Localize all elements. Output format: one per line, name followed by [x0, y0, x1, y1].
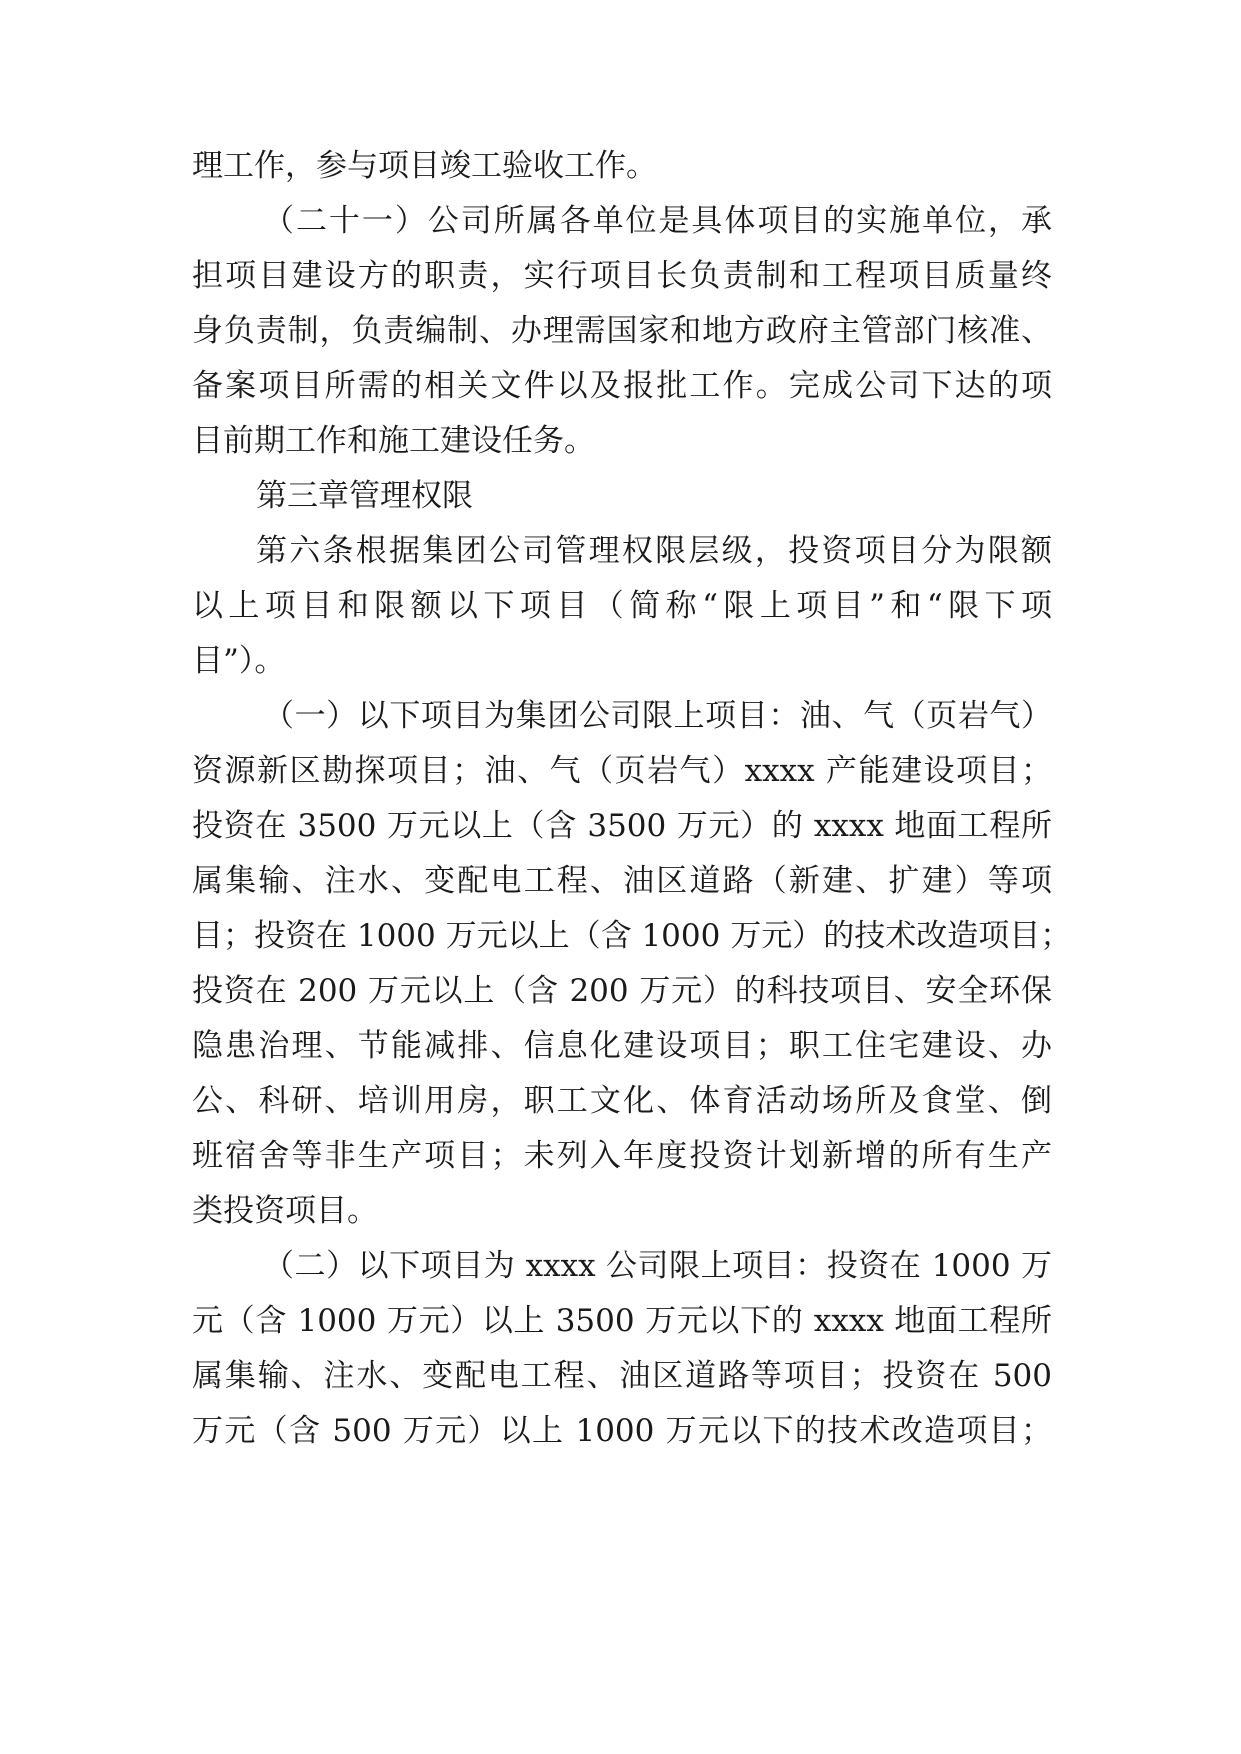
text-line: 元（含 1000 万元）以上 3500 万元以下的 xxxx 地面工程所	[192, 1303, 1052, 1339]
section-heading: 第三章管理权限	[256, 478, 473, 514]
text-line: 投资在 3500 万元以上（含 3500 万元）的 xxxx 地面工程所	[192, 808, 1052, 844]
text-line: 身负责制，负责编制、办理需国家和地方政府主管部门核准、	[192, 313, 1052, 349]
text-line: 班宿舍等非生产项目；未列入年度投资计划新增的所有生产	[192, 1138, 1052, 1174]
text-line: 属集输、注水、变配电工程、油区道路（新建、扩建）等项	[192, 863, 1052, 899]
text-line: 类投资项目。	[192, 1193, 378, 1229]
text-line: 目”）。	[192, 643, 286, 679]
text-line: 担项目建设方的职责，实行项目长负责制和工程项目质量终	[192, 258, 1052, 294]
text-line: 以上项目和限额以下项目（简称“限上项目”和“限下项	[192, 588, 1052, 624]
text-line: 投资在 200 万元以上（含 200 万元）的科技项目、安全环保	[192, 973, 1052, 1009]
text-line: 目；投资在 1000 万元以上（含 1000 万元）的技术改造项目；	[192, 918, 1072, 954]
text-line: 资源新区勘探项目；油、气（页岩气）xxxx 产能建设项目；	[192, 753, 1052, 789]
text-line: 备案项目所需的相关文件以及报批工作。完成公司下达的项	[192, 368, 1052, 404]
text-line: 目前期工作和施工建设任务。	[192, 423, 595, 459]
text-line: （二十一）公司所属各单位是具体项目的实施单位，承	[263, 203, 1052, 239]
text-line: 隐患治理、节能减排、信息化建设项目；职工住宅建设、办	[192, 1028, 1052, 1064]
text-line: 万元（含 500 万元）以上 1000 万元以下的技术改造项目；	[192, 1413, 1052, 1449]
text-line: 理工作，参与项目竣工验收工作。	[192, 148, 657, 184]
text-line: （二）以下项目为 xxxx 公司限上项目：投资在 1000 万	[263, 1248, 1052, 1284]
text-line: 公、科研、培训用房，职工文化、体育活动场所及食堂、倒	[192, 1083, 1052, 1119]
text-line: （一）以下项目为集团公司限上项目：油、气（页岩气）	[263, 698, 1052, 734]
text-line: 第六条根据集团公司管理权限层级，投资项目分为限额	[256, 533, 1052, 569]
text-line: 属集输、注水、变配电工程、油区道路等项目；投资在 500	[192, 1358, 1052, 1394]
